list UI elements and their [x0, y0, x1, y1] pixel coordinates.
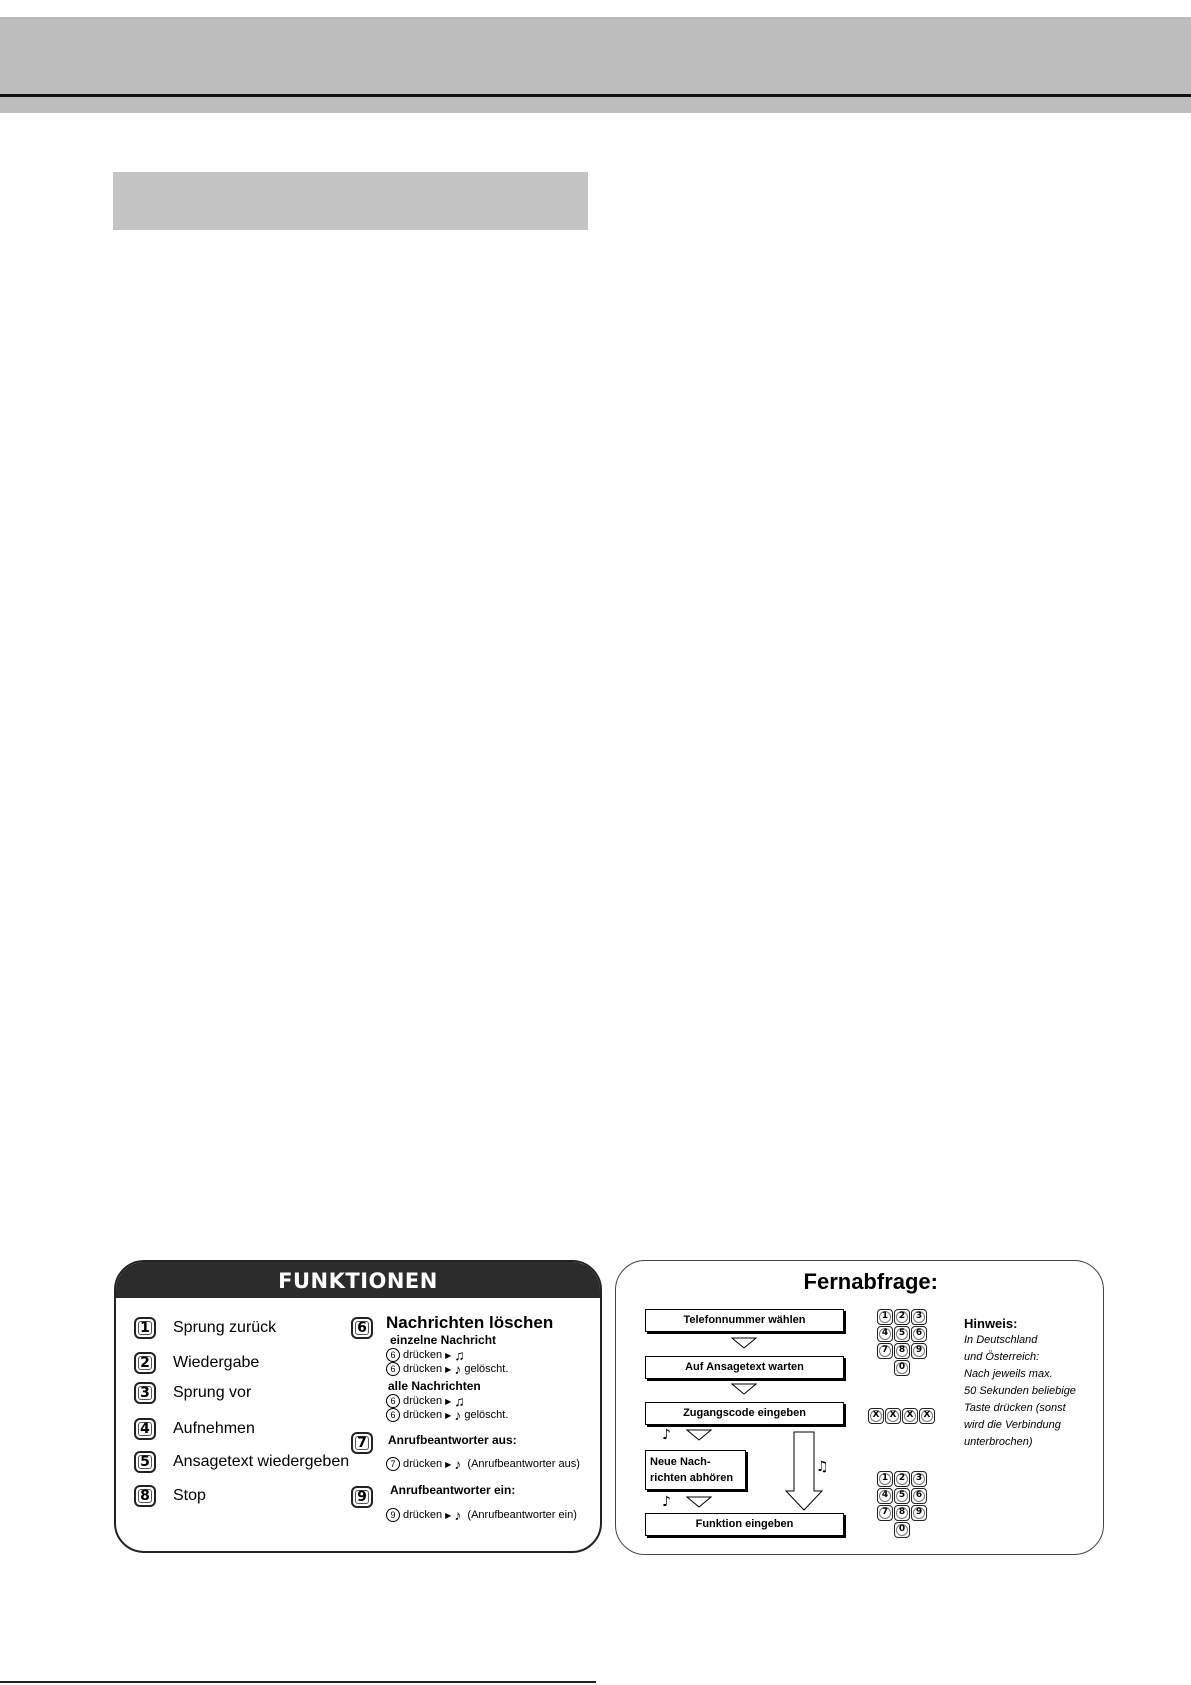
step-ansagetext: Auf Ansagetext warten — [645, 1356, 844, 1379]
key-9: 9 — [351, 1486, 373, 1508]
hint-line: wird die Verbindung — [964, 1419, 1061, 1431]
on-press: 9 drücken ▶ ♪ (Anrufbeantworter ein) — [386, 1507, 577, 1523]
small-arrow-icon: ▶ — [445, 1396, 452, 1406]
all-press-2: 6 drücken ▶ ♪ gelöscht. — [386, 1407, 508, 1423]
down-arrow-icon — [731, 1383, 757, 1395]
label-stop: Stop — [173, 1487, 206, 1504]
single-press-1: 6 drücken ▶ ♫ — [386, 1347, 465, 1363]
hint-line: Taste drücken (sonst — [964, 1402, 1066, 1414]
header-band — [0, 17, 1191, 96]
music-note-icon: ♪ — [454, 1456, 462, 1472]
music-note-icon: ♪ — [662, 1427, 671, 1443]
step-neue-nachrichten: Neue Nach- richten abhören — [645, 1450, 746, 1490]
small-arrow-icon: ▶ — [445, 1410, 452, 1420]
label-wiedergabe: Wiedergabe — [173, 1354, 260, 1371]
header-shadow — [0, 97, 1191, 113]
fernabfrage-title: Fernabfrage: — [803, 1269, 938, 1294]
music-note-icon: ♪ — [454, 1507, 462, 1523]
off-title: Anrufbeantworter aus: — [388, 1433, 517, 1447]
step-zugangscode: Zugangscode eingeben — [645, 1402, 844, 1425]
hint-line: Nach jeweils max. — [964, 1368, 1053, 1380]
key-3: 3 — [134, 1382, 156, 1404]
key-8: 8 — [134, 1485, 156, 1507]
single-press-2: 6 drücken ▶ ♪ gelöscht. — [386, 1361, 508, 1377]
off-press: 7 drücken ▶ ♪ (Anrufbeantworter aus) — [386, 1456, 580, 1472]
down-arrow-icon — [686, 1429, 712, 1441]
hint-line: und Österreich: — [964, 1351, 1040, 1363]
step-funktion: Funktion eingeben — [645, 1513, 844, 1536]
funktionen-panel — [114, 1260, 602, 1553]
all-messages-label: alle Nachrichten — [388, 1379, 481, 1393]
delete-title: Nachrichten löschen — [386, 1313, 554, 1332]
bottom-rule — [0, 1681, 596, 1683]
fernabfrage-panel: Fernabfrage: Telefonnummer wählen Auf Ansagetext warten Zugangscode eingeben ♪ Neue Nach- richten abhören ♪ Funktion eingeben ♫ 1 2 3 4 5 6 7 8 9 0 X X X X 1 2 3 4 5 6 7 8 9 0 Hinweis: In Deutschland und Österreich: Nach jeweils max. 50 Sekunden beliebige Taste drücken (sonst wird die Verbindung unterbrochen) — [615, 1260, 1104, 1555]
label-sprung-vor: Sprung vor — [173, 1384, 252, 1401]
label-sprung-zurueck: Sprung zurück — [173, 1319, 277, 1336]
step-telefonnummer: Telefonnummer wählen — [645, 1309, 844, 1332]
double-music-note-icon: ♫ — [454, 1393, 465, 1409]
small-arrow-icon: ▶ — [445, 1350, 452, 1360]
key-2: 2 — [134, 1352, 156, 1374]
double-music-note-icon: ♫ — [454, 1347, 465, 1363]
key-1: 1 — [134, 1317, 156, 1339]
hint-line: In Deutschland — [964, 1334, 1038, 1346]
down-arrow-icon — [686, 1496, 712, 1508]
music-note-icon: ♪ — [454, 1407, 462, 1423]
double-music-note-icon: ♫ — [816, 1459, 829, 1475]
funktionen-title: FUNKTIONEN — [116, 1262, 600, 1298]
small-arrow-icon: ▶ — [445, 1510, 452, 1520]
on-title: Anrufbeantworter ein: — [390, 1483, 516, 1497]
hint-title: Hinweis: — [964, 1316, 1018, 1331]
key-6: 6 — [351, 1317, 373, 1339]
label-aufnehmen: Aufnehmen — [173, 1420, 255, 1437]
music-note-icon: ♪ — [454, 1361, 462, 1377]
key-4: 4 — [134, 1418, 156, 1440]
label-ansagetext: Ansagetext wiedergeben — [173, 1453, 350, 1470]
key-5: 5 — [134, 1451, 156, 1473]
small-arrow-icon: ▶ — [445, 1364, 452, 1374]
single-message-label: einzelne Nachricht — [390, 1333, 497, 1347]
music-note-icon: ♪ — [662, 1494, 671, 1510]
hint-line: unterbrochen) — [964, 1436, 1033, 1448]
section-title-box — [113, 172, 588, 230]
all-press-1: 6 drücken ▶ ♫ — [386, 1393, 465, 1409]
small-arrow-icon: ▶ — [445, 1459, 452, 1469]
key-7: 7 — [351, 1432, 373, 1454]
down-arrow-icon — [731, 1337, 757, 1349]
hint-line: 50 Sekunden beliebige — [964, 1385, 1076, 1397]
